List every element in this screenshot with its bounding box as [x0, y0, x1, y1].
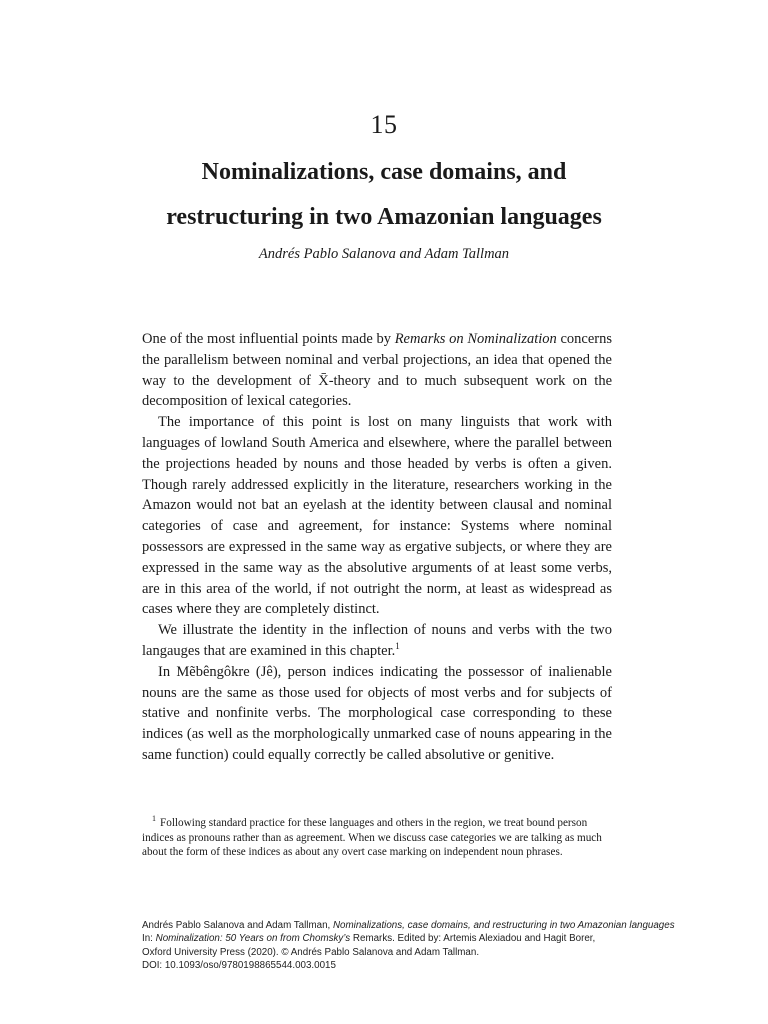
paragraph-3 [142, 620, 612, 662]
footnote-mark: 1 [152, 814, 156, 824]
source-book-title: Nominalization: 50 Years on from Chomsky’s [155, 933, 351, 945]
source-chapter-title: Nominalizations, case domains, and restructuring in two Amazonian languages [332, 920, 675, 931]
paragraph-1 [142, 329, 612, 412]
chapter-number: 15 [370, 110, 398, 139]
source-line-2 [142, 932, 632, 945]
source-in-label: In: [142, 933, 156, 945]
body-text [142, 329, 612, 766]
chapter-title [60, 150, 708, 240]
paragraph-4: In Mẽbêngôkre (Jê), person indices indicating the possessor of inalienable nouns are the same as those used for objects of most verbs and for subjects of stative and nonfinite verbs. The morphological case corresponding to these indices (as well as the morphologically unmarked case of nouns appearing in the same function) could equally correctly be called absolutive or genitive. [142, 663, 612, 763]
source-line-3: Oxford University Press (2020). © Andrés Pablo Salanova and Adam Tallman. [142, 946, 480, 958]
source-editors: Remarks. Edited by: Artemis Alexiadou and Hagit Borer, [350, 933, 596, 945]
source-authors: Andrés Pablo Salanova and Adam Tallman, [142, 920, 333, 931]
footnote-reference[interactable]: 1 [395, 641, 400, 652]
paragraph-1-text-b: concerns the parallelism between nominal and verbal projections, an idea that opened the way to the development of X̄-theory and to much subsequent work on the decomposition of lexical categories. [142, 331, 613, 410]
paragraph-3-text: We illustrate the identity in the inflection of nouns and verbs with the two langauges that are examined in this chapter. [142, 622, 612, 659]
footnote [142, 816, 612, 860]
chapter-authors: Andrés Pablo Salanova and Adam Tallman [258, 246, 510, 262]
source-doi[interactable]: DOI: 10.1093/oso/9780198865544.003.0015 [142, 959, 336, 971]
footnote-text: Following standard practice for these languages and others in the region, we treat bound person indices as pronouns rather than as agreement. When we discuss case categories we are talking as much about the form of these indices as about any overt case marking on independent noun phrases. [142, 817, 602, 859]
paragraph-2: The importance of this point is lost on many linguists that work with languages of lowland South America and elsewhere, where the parallel between the projections headed by nouns and those headed by verbs is often a given. Though rarely addressed explicitly in the literature, researchers working in the Amazon would not bat an eyelash at the identity between clausal and nominal categories of case and agreement, for instance: Systems where nominal possessors are expressed in the same way as ergative subjects, or where they are expressed in the same way as the absolutive arguments of at least some verbs, are in this area of the world, if not outright the norm, at least as widespread as cases where they are completely distinct. [142, 414, 612, 618]
paragraph-1-text-a: One of the most influential points made by [142, 331, 395, 347]
paragraph-1-book-title: Remarks on Nominalization [394, 331, 557, 347]
source-citation [142, 919, 675, 972]
chapter-title-line-2: restructuring in two Amazonian languages [166, 204, 602, 230]
source-line-1 [142, 919, 675, 932]
chapter-title-line-1: Nominalizations, case domains, and [201, 159, 567, 185]
